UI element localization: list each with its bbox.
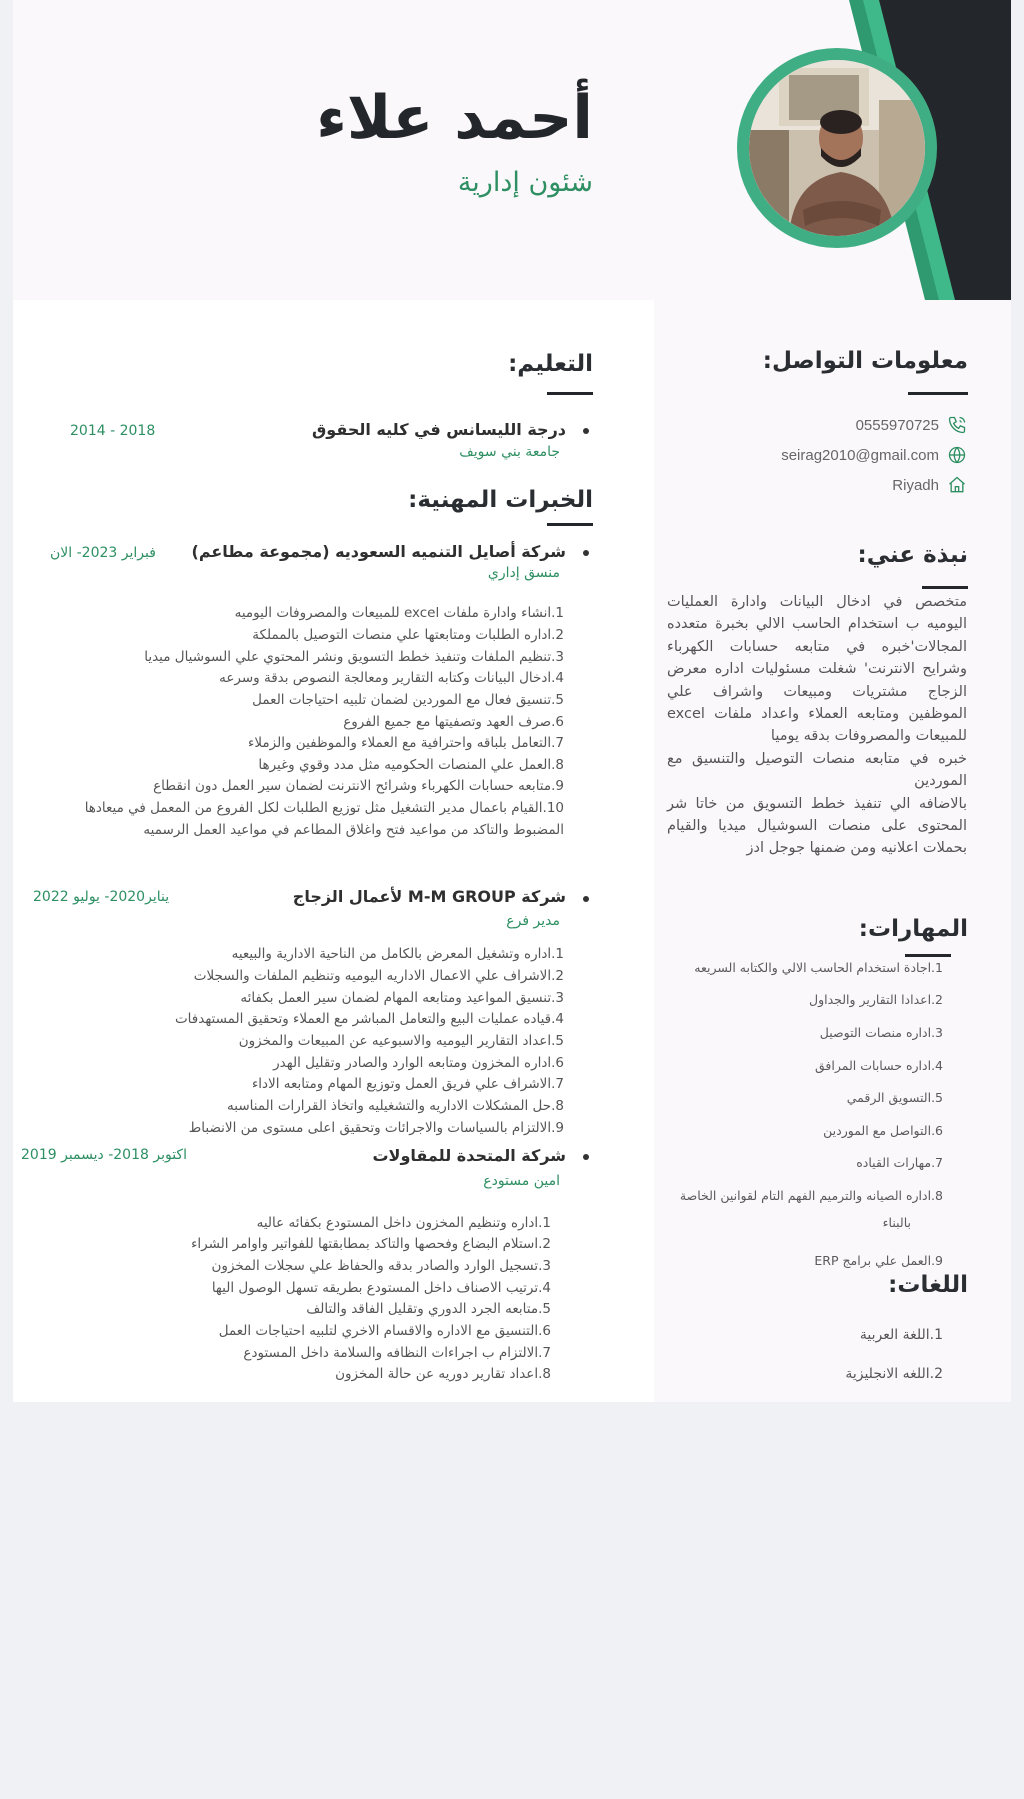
skill-item: 5.التسويق الرقمي (846, 1090, 943, 1105)
contact-title: معلومات التواصل: (762, 348, 968, 374)
education-title: التعليم: (508, 351, 593, 377)
job-duty: 6.اداره المخزون ومتابعه الوارد والصادر وتقليل الهدر (273, 1055, 564, 1071)
skill-item: 6.التواصل مع الموردين (823, 1123, 943, 1138)
language-item: 1.اللغة العربية (859, 1327, 943, 1343)
job-duty: 8.اعداد تقارير دوريه عن حالة المخزون (335, 1366, 551, 1382)
skill-item: بالبناء (882, 1215, 911, 1230)
job-duty: 5.متابعه الجرد الدوري وتقليل الفاقد والتالف (306, 1301, 551, 1317)
job-duty: 10.القيام باعمال مدير التشغيل مثل توزيع الطلبات لكل الفروع من المعمل في ميعادها المضبوط والتاكد من مواعيد فتح واغلاق المطاعم في مواعيد العمل الرسميه (84, 800, 564, 838)
job-duty: 4.ترتيب الاصناف داخل المستودع بطريقه تسهل الوصول اليها (211, 1280, 551, 1296)
education-title-underline (547, 392, 593, 395)
about-text (667, 591, 967, 860)
job-duty: 1.اداره وتشغيل المعرض بالكامل من الناحية الادارية والبيعيه (231, 946, 564, 962)
job-duty: 3.تنسيق المواعيد ومتابعه المهام لضمان سير العمل بكفائه (240, 990, 564, 1006)
job-date: يناير2020- يوليو 2022 (33, 889, 170, 905)
language-item: 2.اللغه الانجليزية (845, 1366, 943, 1382)
job-duty: 6.التنسيق مع الاداره والاقسام الاخري لتلبيه احتياجات العمل (218, 1323, 551, 1339)
skills-title: المهارات: (858, 916, 968, 942)
languages-title: اللغات: (888, 1272, 968, 1298)
job-duty: 2.استلام البضاع وفحصها والتاكد بمطابقتها للفواتير واوامر الشراء (191, 1236, 551, 1252)
job-duty: 5.تنسيق فعال مع الموردين لضمان تلبيه احتياجات العمل (252, 692, 564, 708)
job-duty: 3.تسجيل الوارد والصادر بدقه والحفاظ علي سجلات المخزون (211, 1258, 551, 1274)
job-duty: 5.اعداد التقارير اليوميه والاسبوعيه عن المبيعات والمخزون (238, 1033, 564, 1049)
job-duty: 7.الاشراف علي فريق العمل وتوزيع المهام ومتابعه الاداء (251, 1076, 564, 1092)
resume-header (13, 0, 1011, 300)
job-company: شركة M-M GROUP لأعمال الزجاج (292, 887, 566, 906)
contact-location (892, 474, 967, 496)
job-company: شركة أصايل التنميه السعوديه (مجموعة مطاعم) (191, 542, 566, 561)
skill-item: 9.العمل علي برامج ERP (814, 1253, 943, 1268)
job-duty: 7.الالتزام ب اجراءات النظافه والسلامة داخل المستودع (243, 1345, 551, 1361)
resume-page (13, 0, 1011, 1402)
skill-item: 3.اداره منصات التوصيل (819, 1025, 943, 1040)
about-paragraph: خبره في متابعه منصات التوصيل والتنسيق مع الموردين (667, 750, 967, 790)
job-date: اكتوبر 2018- ديسمبر 2019 (21, 1147, 187, 1163)
home-icon (947, 475, 967, 495)
education-date: 2018 - 2014 (70, 423, 156, 439)
about-paragraph: متخصص في ادخال البيانات وادارة العمليات اليوميه ب استخدام الحاسب الالي بخبرة متعدده المجالات'خبره في متابعه حسابات الكهرباء وشرايح الانترنت' شغلت مسئوليات اداره معرض الزجاج مشتريات ومبيعات واشراف علي الموظفين ومتابعه العملاء واعداد ملفات excel للمبيعات والمصروفات بدقه يوميا (667, 594, 967, 745)
job-duty: 4.ادخال البيانات وكتابه التقارير ومعالجة النصوص بدقة وسرعه (219, 670, 564, 686)
experience-title-underline (547, 523, 593, 526)
job-duty: 2.الاشراف علي الاعمال الاداريه اليوميه وتنظيم الملفات والسجلات (193, 968, 564, 984)
job-duty: 7.التعامل بلباقه واحترافية مع العملاء والموظفين والزملاء (248, 735, 564, 751)
globe-icon (947, 445, 967, 465)
about-title: نبذة عني: (857, 542, 968, 568)
location-text: Riyadh (892, 476, 939, 494)
about-paragraph: بالاضافه الي تنفيذ خطط التسويق من خاتا شر المحتوى على منصات السوشيال ميديا والقيام بحملات اعلانيه ومن ضمنها جوجل ادز (667, 795, 967, 857)
job-duty: 9.الالتزام بالسياسات والاجرائات وتحقيق اعلى مستوى من الانضباط (188, 1120, 564, 1136)
bullet (583, 550, 589, 556)
education-school: جامعة بني سويف (459, 444, 560, 460)
contact-email[interactable] (781, 444, 967, 466)
experience-title: الخبرات المهنية: (408, 487, 593, 513)
education-degree: درجة الليسانس في كليه الحقوق (311, 420, 566, 439)
skill-item: 2.اعدادا التقارير والجداول (808, 992, 943, 1007)
contact-phone[interactable] (856, 414, 967, 436)
phone-number: 0555970725 (855, 416, 939, 434)
full-name: أحمد علاء (316, 83, 593, 153)
job-duty: 1.انشاء وادارة ملفات excel للمبيعات والمصروفات اليوميه (234, 605, 564, 621)
contact-title-underline (908, 392, 968, 395)
job-duty: 3.تنظيم الملفات وتنفيذ خطط التسويق ونشر المحتوي علي السوشيال ميديا (144, 649, 564, 665)
job-position: امين مستودع (483, 1173, 560, 1189)
job-position: مدير فرع (506, 913, 560, 929)
about-title-underline (922, 586, 968, 589)
job-duty: 8.العمل علي المنصات الحكوميه مثل مدد وقوي وغيرها (258, 757, 564, 773)
job-duty: 2.اداره الطلبات ومتابعتها علي منصات التوصيل بالمملكة (252, 627, 564, 643)
job-date: فبراير 2023- الان (50, 545, 156, 561)
profile-photo (737, 48, 937, 248)
job-role: شئون إدارية (457, 167, 593, 198)
skill-item: 7.مهارات القياده (856, 1155, 943, 1170)
job-position: منسق إداري (487, 565, 560, 581)
skills-title-underline (905, 954, 951, 957)
job-company: شركة المتحدة للمقاولات (372, 1146, 566, 1165)
bullet (583, 896, 589, 902)
skill-item: 1.اجادة استخدام الحاسب الالي والكتابه السريعه (694, 960, 943, 975)
job-duty: 4.قياده عمليات البيع والتعامل المباشر مع العملاء وتحقيق المستهدفات (174, 1011, 564, 1027)
skill-item: 4.اداره حسابات المرافق (815, 1058, 943, 1073)
job-duty: 1.اداره وتنظيم المخزون داخل المستودع بكفائه عاليه (256, 1215, 551, 1231)
phone-icon (947, 415, 967, 435)
bullet (583, 428, 589, 434)
job-duty: 6.صرف العهد وتصفيتها مع جميع الفروع (343, 714, 564, 730)
job-duty: 9.متابعه حسابات الكهرباء وشرائح الانترنت لضمان سير العمل دون انقطاع (153, 778, 564, 794)
skill-item: 8.اداره الصيانه والترميم الفهم التام لقوانين الخاصة (679, 1188, 943, 1203)
job-duty: 8.حل المشكلات الاداريه والتشغيليه واتخاذ القرارات المناسبه (227, 1098, 564, 1114)
bullet (583, 1154, 589, 1160)
email-address: seirag2010@gmail.com (781, 446, 939, 464)
